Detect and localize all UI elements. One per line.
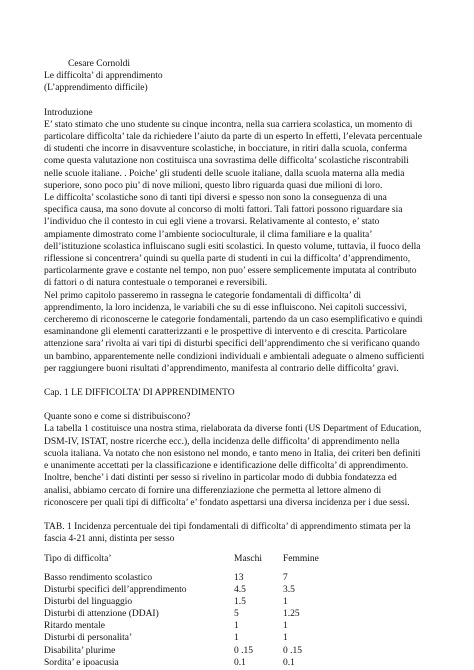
cell-type: Disturbi di attenzione (DDAI) <box>44 609 159 620</box>
cell-type: Disabilita’ plurime <box>44 645 116 656</box>
cell-female: 7 <box>283 572 288 583</box>
intro-line: Le difficolta’ scolastiche sono di tanti tipi diversi e spesso non sono la conseguenza di una <box>44 193 387 204</box>
intro-body <box>44 119 438 375</box>
chapter-line: Inoltre, benche’ i dati distinti per sesso si rivelino in particolar modo di dubbia fondatezza ed <box>44 473 397 484</box>
intro-line: specifica causa, ma sono dovute al concorso di molti fattori. Tali fattori possono riguardare sia <box>44 205 403 216</box>
cell-female: 1 <box>283 596 288 607</box>
intro-line: di fattori o di natura contestuale o temporanei e reversibili. <box>44 278 268 289</box>
cell-male: 4.5 <box>234 584 246 595</box>
cell-female: 1 <box>283 621 288 632</box>
chapter-line: scuola italiana. Va notato che non esistono nel mondo, e tanto meno in Italia, dei criteri ben definiti <box>44 448 421 459</box>
cell-type: Disturbi specifici dell’apprendimento <box>44 584 187 595</box>
chapter-heading: Cap. 1 LE DIFFICOLTA’ DI APPRENDIMENTO <box>44 388 235 399</box>
intro-line: per raggiungere buoni risultati d’apprendimento, manifesta al contrario delle difficolta’ gravi. <box>44 363 399 374</box>
chapter-line: La tabella 1 costituisce una nostra stima, rielaborata da diverse fonti (US Department of Education, <box>44 424 422 435</box>
cell-male: 0.1 <box>234 657 246 668</box>
cell-type: Disturbi del linguaggio <box>44 596 133 607</box>
table-row <box>44 645 438 657</box>
header-female: Femmine <box>283 554 319 565</box>
cell-female: 0.1 <box>283 657 295 668</box>
cell-female: 0 .15 <box>283 645 302 656</box>
chapter-line: riconoscere per quali tipi di difficolta’ e’ fondato aspettarsi una diversa incidenza per i due sessi. <box>44 497 410 508</box>
cell-male: 1 <box>234 621 239 632</box>
table-caption: fascia 4-21 anni, distinta per sesso <box>44 534 175 545</box>
table-caption: TAB. 1 Incidenza percentuale dei tipi fondamentali di difficolta’ di apprendimento stimata per la <box>44 521 411 532</box>
chapter-line: DSM-IV, ISTAT, nostre ricerche ecc.), della incidenza delle difficolta’ di apprendimento nella <box>44 436 400 447</box>
table-row <box>44 596 438 608</box>
cell-type: Disturbi di personalita’ <box>44 633 133 644</box>
table-row <box>44 620 438 632</box>
intro-line: dell’istituzione scolastica influiscano sugli esiti scolastici. In questo volume, tuttavia, il fuoco della <box>44 241 421 252</box>
document-subtitle: (L’apprendimento difficile) <box>44 83 148 94</box>
cell-female: 3.5 <box>283 584 295 595</box>
incidence-table <box>44 553 438 669</box>
intro-line: nelle scuole italiane. . Poiche’ gli studenti delle scuole italiane, dalla scuola materna alla media <box>44 168 405 179</box>
table-row <box>44 584 438 596</box>
cell-type: Ritardo mentale <box>44 621 105 632</box>
intro-line: come questa valutazione non costituisca una sovrastima delle difficolta’ scolastiche riscontrabili <box>44 156 409 167</box>
intro-line: apprendimento, la loro incidenza, le variabili che su di esse influiscono. Nei capitoli successivi, <box>44 302 407 313</box>
intro-line: riflessione si concentrera’ quindi su quella parte di studenti in cui la difficolta’ d’apprendimento, <box>44 254 411 265</box>
chapter-line: e unanimente accettati per la classificazione e identificazione delle difficolta’ di apprendimento. <box>44 461 409 472</box>
cell-female: 1.25 <box>283 609 300 620</box>
chapter-line: analisi, abbiamo cercato di fornire una differenziazione che permetta al lettore almeno di <box>44 485 382 496</box>
intro-line: particolare difficolta’ tale da richiedere l’aiuto da parte di un esperto In effetti, l’elevata percentuale <box>44 132 422 143</box>
intro-line: cercheremo di riconoscerne le categorie fondamentali, partendo da un caso esemplificativo e quindi <box>44 315 423 326</box>
cell-female: 1 <box>283 633 288 644</box>
header-type: Tipo di difficolta’ <box>44 554 112 565</box>
cell-type: Sordita’ e ipoacusia <box>44 657 119 668</box>
intro-line: esaminandone gli elementi caratterizzanti e le prospettive di intervento e di crescita. Particolare <box>44 327 407 338</box>
table-header-row <box>44 553 438 565</box>
intro-line: attenzione sara’ rivolta ai vari tipi di disturbi specifici dell’apprendimento che si verificano quando <box>44 339 420 350</box>
intro-line: l’individuo che il contesto in cui egli viene a trovarsi. Relativamente al contesto, e’ stato <box>44 217 380 228</box>
table-row <box>44 572 438 584</box>
intro-line: superiore, sono poco piu’ di nove milioni, questo libro riguarda quasi due milioni di loro. <box>44 180 383 191</box>
intro-heading: Introduzione <box>44 107 93 118</box>
intro-line: un bambino, apparentemente nelle condizioni individuali e ambientali adeguate o almeno sufficienti <box>44 351 425 362</box>
intro-line: di studenti che incorre in disavventure scolastiche, in bocciature, in ritiri dalla scuola, conferma <box>44 144 407 155</box>
document-title: Le difficolta’ di apprendimento <box>44 71 163 82</box>
cell-male: 13 <box>234 572 244 583</box>
cell-male: 1.5 <box>234 596 246 607</box>
intro-line: ampiamente dimostrato come l’ambiente socioculturale, il clima familiare e la qualita’ <box>44 229 373 240</box>
cell-male: 0 .15 <box>234 645 253 656</box>
intro-line: Nel primo capitolo passeremo in rassegna le categorie fondamentali di difficolta’ di <box>44 290 361 301</box>
table-row <box>44 608 438 620</box>
table-row <box>44 657 438 669</box>
header-male: Maschi <box>234 554 262 565</box>
chapter-question: Quante sono e come si distribuiscono? <box>44 412 191 423</box>
intro-line: particolarmente grave e costante nel tempo, non puo’ essere semplicemente imputata al contributo <box>44 266 417 277</box>
cell-type: Basso rendimento scolastico <box>44 572 153 583</box>
author-name: Cesare Cornoldi <box>68 59 131 69</box>
table-row <box>44 632 438 644</box>
cell-male: 1 <box>234 633 239 644</box>
chapter-body <box>44 423 438 508</box>
intro-line: E’ stato stimato che uno studente su cinque incontra, nella sua carriera scolastica, un momento di <box>44 119 413 130</box>
cell-male: 5 <box>234 609 239 620</box>
